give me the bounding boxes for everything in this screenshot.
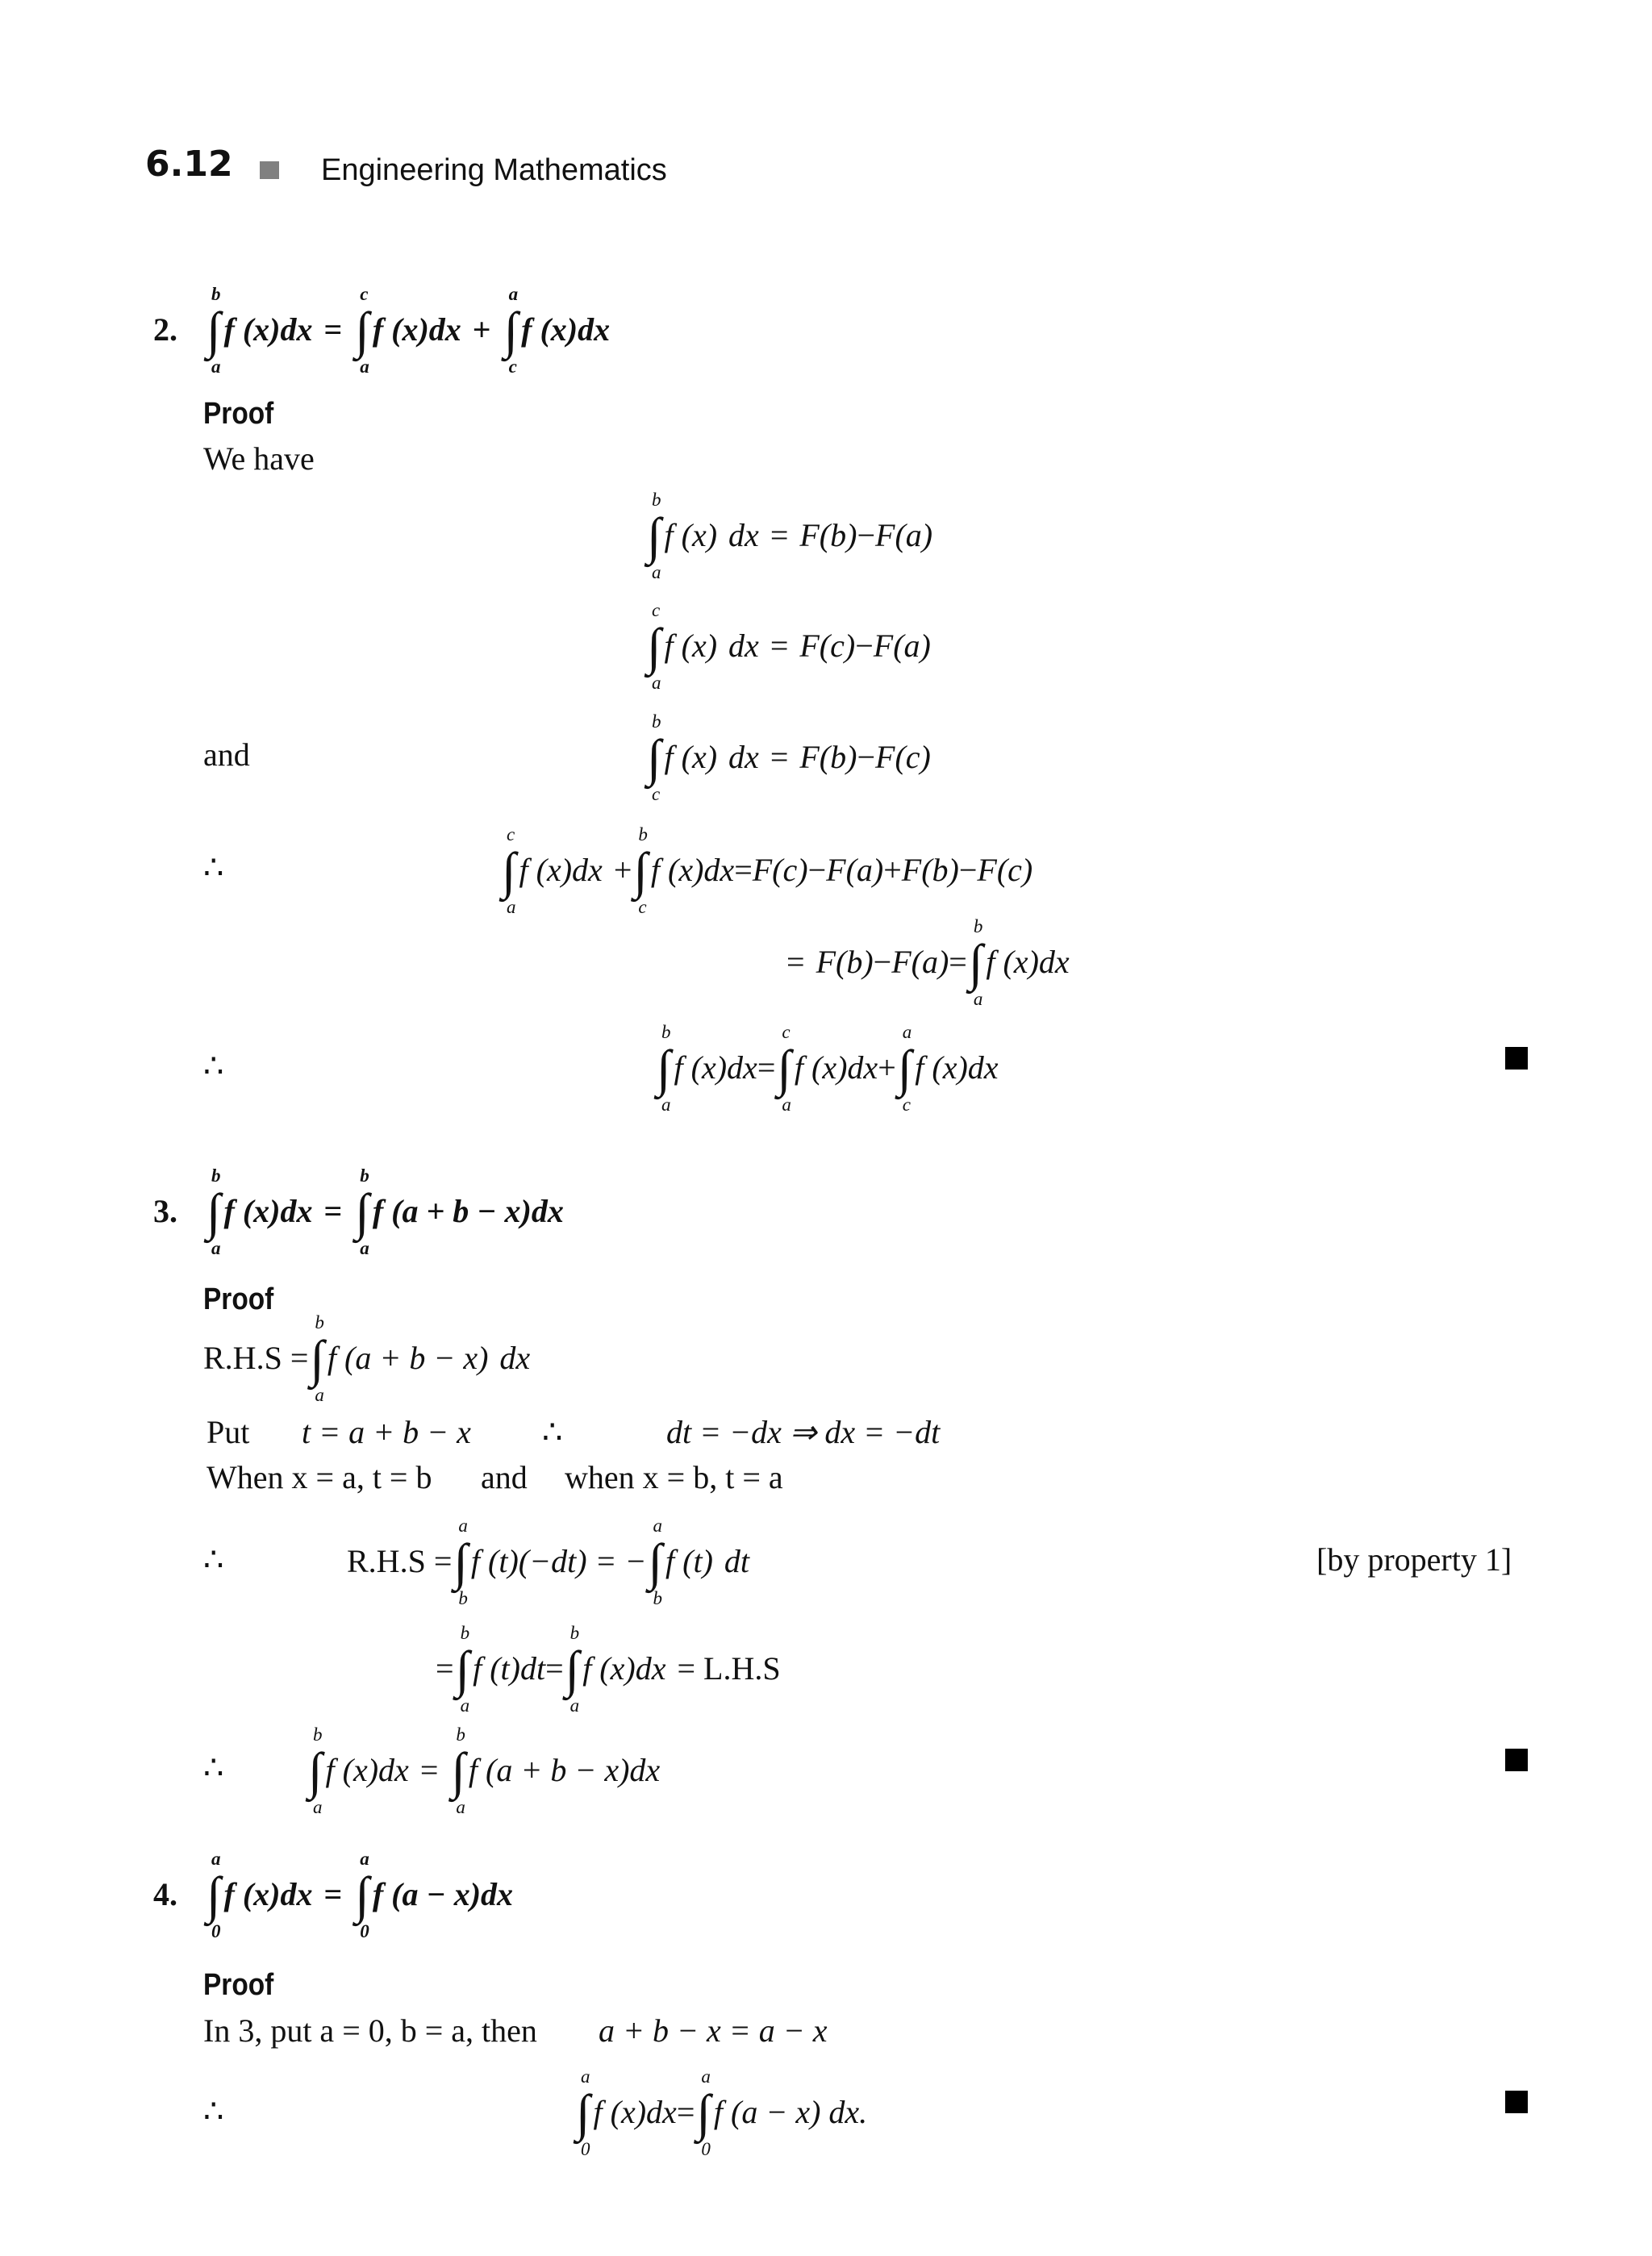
simplification-text: a + b − x = a − x (599, 2012, 828, 2049)
qed-square-icon (1505, 1047, 1528, 1070)
and-text: and (203, 736, 250, 773)
we-have-text: We have (203, 440, 315, 477)
therefore-symbol: ∴ (203, 1749, 224, 1786)
property-number: 2. (153, 311, 177, 348)
book-title: Engineering Mathematics (321, 153, 667, 187)
property-4-statement: 4. a ∫ 0 f (x) dx = a ∫ 0 f (a − x) dx (153, 1849, 514, 1941)
header-square-icon (260, 161, 279, 179)
equation-3b: = b ∫ a f (t) dt = b ∫ a f (x) dx = L.H.S (436, 1623, 781, 1716)
equation-3a: R.H.S = a ∫ b f (t)(−dt) = − a ∫ b f (t) dt (347, 1516, 750, 1608)
differential-text: dt = −dx ⇒ dx = −dt (666, 1414, 941, 1450)
property-2-statement: 2. b ∫ a f (x) dx = c ∫ a f (x) dx + a ∫ c f (x) dx (153, 284, 611, 377)
proof-heading: Proof (203, 1282, 274, 1316)
equation-3-result: b ∫ a f (x) dx = b ∫ a f (a + b − x) dx (308, 1724, 661, 1817)
therefore-symbol: ∴ (203, 849, 224, 886)
property-number: 4. (153, 1875, 177, 1912)
proof-heading: Proof (203, 1968, 274, 2002)
equation-4-result: a ∫ 0 f (x) dx = a ∫ 0 f (a − x) dx. (576, 2066, 868, 2159)
substitution-text: t = a + b − x (302, 1414, 471, 1450)
property-number: 3. (153, 1192, 177, 1229)
therefore-symbol: ∴ (203, 2093, 224, 2129)
limits-text-1: When x = a, t = b (206, 1459, 432, 1495)
therefore-symbol: ∴ (203, 1048, 224, 1084)
property-reference: [by property 1] (1316, 1541, 1512, 1578)
therefore-symbol: ∴ (542, 1414, 563, 1450)
page-number: 6.12 (145, 144, 233, 185)
equation-2c: b ∫ c f (x) dx = F(b) − F(c) (647, 711, 931, 804)
property-3-statement: 3. b ∫ a f (x) dx = b ∫ a f (a + b − x) dx (153, 1166, 564, 1258)
equation-2b: c ∫ a f (x) dx = F(c) − F(a) (647, 600, 931, 693)
therefore-symbol: ∴ (203, 1541, 224, 1578)
qed-square-icon (1505, 2091, 1528, 2113)
qed-square-icon (1505, 1749, 1528, 1771)
equation-2a: b ∫ a f (x) dx = F(b) − F(a) (647, 490, 933, 582)
limits-text-2: when x = b, t = a (565, 1459, 783, 1495)
equation-2-result: b ∫ a f (x) dx = c ∫ a f (x) dx + a ∫ c f (x) dx (657, 1022, 999, 1115)
equation-2e: = F(b) − F(a) = b ∫ a f (x) dx (786, 916, 1070, 1009)
substitution-text: In 3, put a = 0, b = a, then (203, 2012, 537, 2049)
proof-heading: Proof (203, 397, 274, 431)
rhs-definition: R.H.S = b ∫ a f (a + b − x) dx (203, 1312, 531, 1405)
and-text: and (481, 1459, 528, 1495)
equation-2d: c ∫ a f (x) dx + b ∫ c f (x) dx = F(c) − F(a) + F(b) − F(c) (502, 824, 1033, 917)
put-text: Put (206, 1414, 250, 1450)
